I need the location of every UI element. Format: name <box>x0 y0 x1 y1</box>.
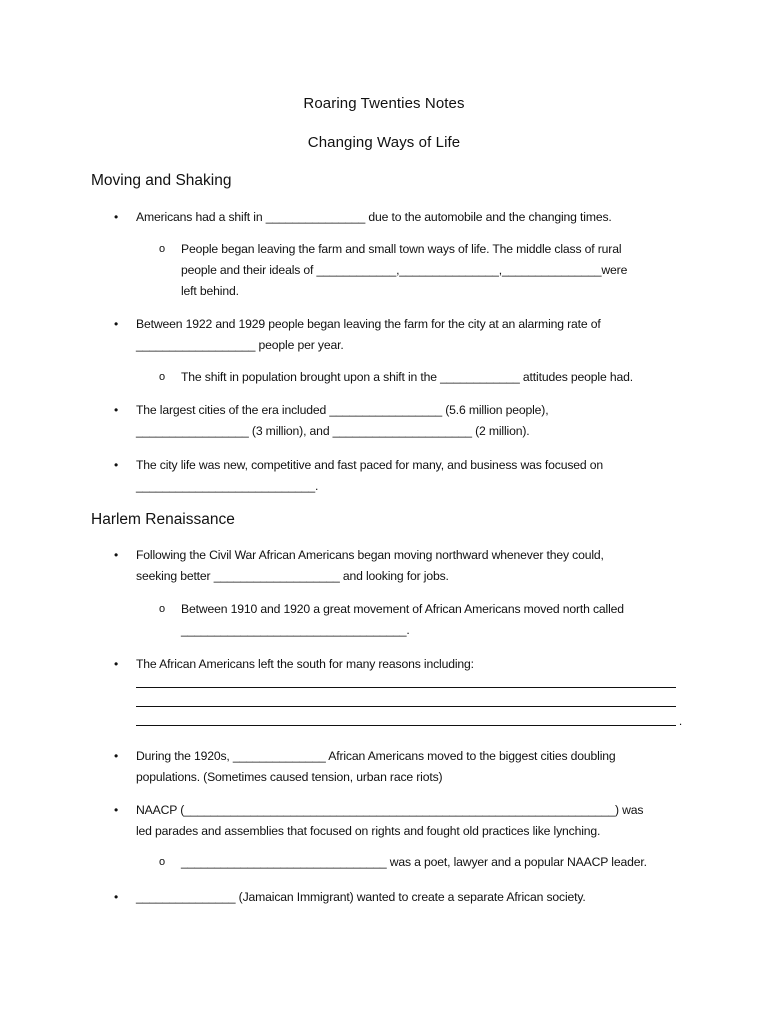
note-line: The African Americans left the south for many reasons including: <box>136 657 474 671</box>
answer-line <box>136 696 676 707</box>
bullet-icon: • <box>114 403 119 417</box>
answer-line <box>136 714 682 728</box>
note-line: NAACP (_________________________________________________________________) was <box>136 803 644 817</box>
note-subitem <box>181 239 691 302</box>
bullet-icon: • <box>114 210 119 224</box>
answer-line <box>136 677 676 688</box>
note-line: ___________________________. <box>136 479 319 493</box>
bullet-icon: • <box>114 803 119 817</box>
sub-bullet-icon: o <box>159 243 166 255</box>
sub-bullet-icon: o <box>159 856 166 868</box>
note-line: The shift in population brought upon a shift in the ____________ attitudes people had. <box>181 370 633 384</box>
note-line: Between 1910 and 1920 a great movement of African Americans moved north called <box>181 602 624 616</box>
bullet-icon: • <box>114 657 119 671</box>
note-line: Between 1922 and 1929 people began leaving the farm for the city at an alarming rate of <box>136 317 601 331</box>
note-line: led parades and assemblies that focused on rights and fought old practices like lynching. <box>136 824 601 838</box>
section-heading-moving-and-shaking: Moving and Shaking <box>91 172 232 189</box>
note-item <box>136 800 696 842</box>
note-item <box>136 455 696 497</box>
sub-bullet-icon: o <box>159 603 166 615</box>
sub-bullet-icon: o <box>159 371 166 383</box>
note-line: seeking better ___________________ and looking for jobs. <box>136 569 449 583</box>
note-item <box>136 654 682 728</box>
note-subitem <box>181 599 691 641</box>
note-item <box>136 545 696 587</box>
end-mark: . <box>678 714 682 728</box>
note-item <box>136 887 696 908</box>
note-item <box>136 207 696 228</box>
note-line: __________________ people per year. <box>136 338 344 352</box>
bullet-icon: • <box>114 890 119 904</box>
note-line: The largest cities of the era included _________________ (5.6 million people), <box>136 403 549 417</box>
note-subitem <box>181 852 691 873</box>
bullet-icon: • <box>114 458 119 472</box>
note-line: left behind. <box>181 284 239 298</box>
note-line: populations. (Sometimes caused tension, urban race riots) <box>136 770 443 784</box>
bullet-icon: • <box>114 317 119 331</box>
bullet-icon: • <box>114 548 119 562</box>
note-line: During the 1920s, ______________ African Americans moved to the biggest cities doubling <box>136 749 616 763</box>
note-line: __________________________________. <box>181 623 410 637</box>
note-line: Following the Civil War African Americans began moving northward whenever they could, <box>136 548 604 562</box>
note-line: The city life was new, competitive and fast paced for many, and business was focused on <box>136 458 604 472</box>
note-line: _______________ (Jamaican Immigrant) wanted to create a separate African society. <box>136 890 586 904</box>
note-subitem <box>181 367 691 388</box>
note-line: _________________ (3 million), and _____________________ (2 million). <box>136 424 530 438</box>
note-item <box>136 400 696 442</box>
bullet-icon: • <box>114 749 119 763</box>
section-heading-harlem-renaissance: Harlem Renaissance <box>91 511 235 528</box>
note-line: people and their ideals of ____________,_______________,_______________were <box>181 263 628 277</box>
note-line: People began leaving the farm and small town ways of life. The middle class of rural <box>181 242 622 256</box>
note-item <box>136 746 696 788</box>
note-line: _______________________________ was a poet, lawyer and a popular NAACP leader. <box>181 855 647 869</box>
page-subtitle: Changing Ways of Life <box>307 134 461 151</box>
note-item <box>136 314 696 356</box>
note-line: Americans had a shift in _______________ due to the automobile and the changing times. <box>136 210 612 224</box>
page-title: Roaring Twenties Notes <box>303 95 465 112</box>
